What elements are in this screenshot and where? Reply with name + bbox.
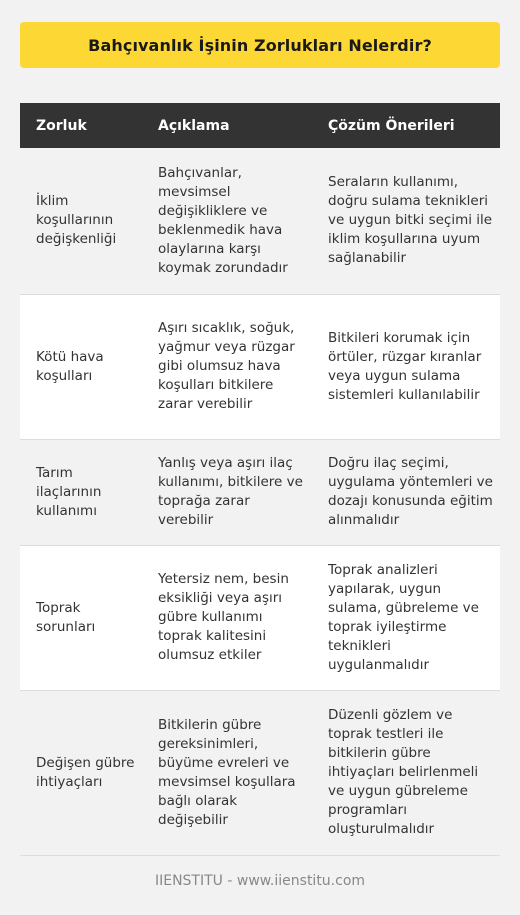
cell-zorluk: Toprak sorunları [20,545,142,690]
cell-aciklama: Yetersiz nem, besin eksikliği veya aşırı gübre kullanımı toprak kalitesini olumsuz etkiler [142,545,312,690]
cell-aciklama: Yanlış veya aşırı ilaç kullanımı, bitkilere ve toprağa zarar verebilir [142,439,312,545]
header-aciklama: Açıklama [142,103,312,148]
table-row [20,545,500,690]
cell-cozum: Düzenli gözlem ve toprak testleri ile bitkilerin gübre ihtiyaçları belirlenmeli ve uygun gübreleme programları oluşturulmalıdır [312,690,500,855]
cell-aciklama: Aşırı sıcaklık, soğuk, yağmur veya rüzgar gibi olumsuz hava koşulları bitkilere zarar verebilir [142,294,312,439]
cell-zorluk: Kötü hava koşulları [20,294,142,439]
title-banner [20,22,500,68]
cell-cozum: Doğru ilaç seçimi, uygulama yöntemleri ve dozajı konusunda eğitim alınmalıdır [312,439,500,545]
cell-cozum: Seraların kullanımı, doğru sulama teknikleri ve uygun bitki seçimi ile iklim koşullarına uyum sağlanabilir [312,148,500,294]
footer-credit: IIENSTITU - www.iienstitu.com [154,873,366,889]
cell-zorluk: İklim koşullarının değişkenliği [20,148,142,294]
page-title: Bahçıvanlık İşinin Zorlukları Nelerdir? [88,35,432,55]
challenges-table [20,103,500,856]
cell-zorluk: Değişen gübre ihtiyaçları [20,690,142,855]
table-row [20,294,500,439]
table-header-row [20,103,500,148]
cell-aciklama: Bitkilerin gübre gereksinimleri, büyüme evreleri ve mevsimsel koşullara bağlı olarak değişebilir [142,690,312,855]
cell-zorluk: Tarım ilaçlarının kullanımı [20,439,142,545]
cell-cozum: Bitkileri korumak için örtüler, rüzgar kıranlar veya uygun sulama sistemleri kullanılabilir [312,294,500,439]
cell-cozum: Toprak analizleri yapılarak, uygun sulama, gübreleme ve toprak iyileştirme teknikleri uygulanmalıdır [312,545,500,690]
table-row [20,439,500,545]
table-row [20,148,500,294]
header-zorluk: Zorluk [20,103,142,148]
table-row [20,690,500,855]
header-cozum: Çözüm Önerileri [312,103,500,148]
cell-aciklama: Bahçıvanlar, mevsimsel değişikliklere ve beklenmedik hava olaylarına karşı koymak zorundadır [142,148,312,294]
